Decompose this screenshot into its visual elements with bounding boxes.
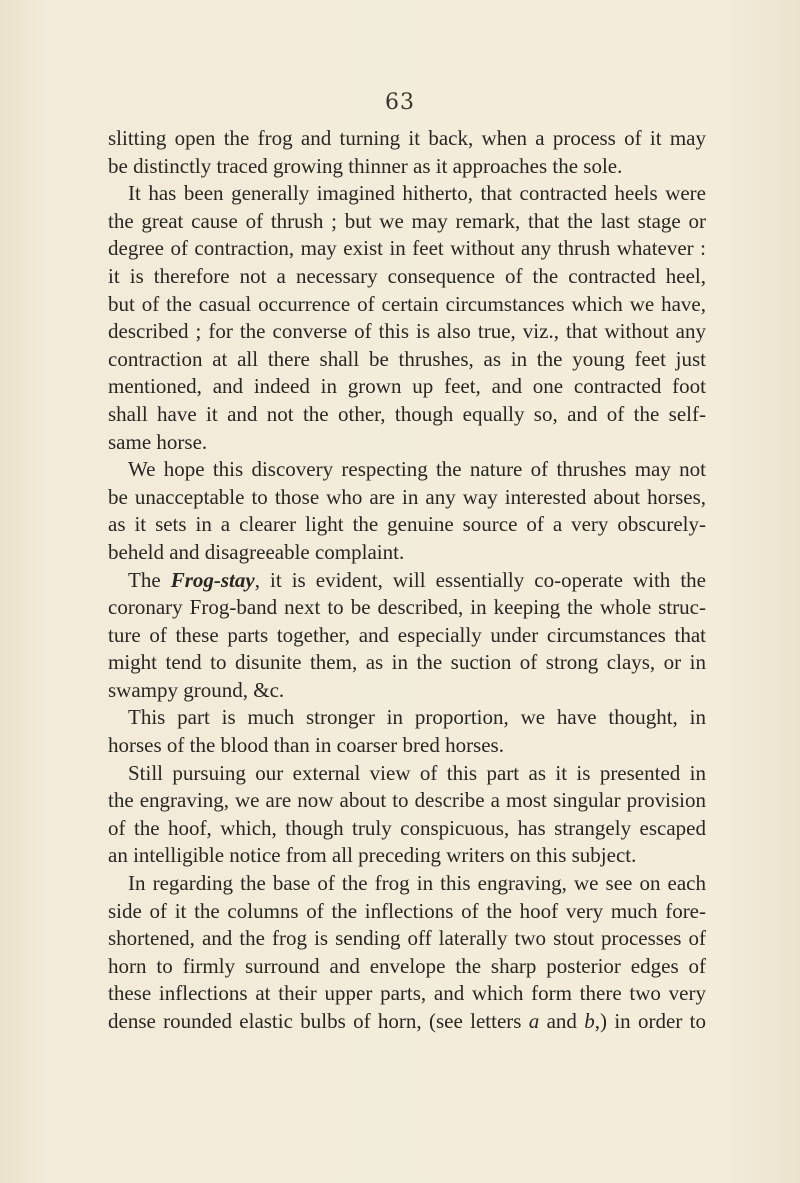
text-line: We hope this discovery respecting the nature of thrushes may not xyxy=(128,457,706,482)
text-line: In regarding the base of the frog in this engraving, we see on each xyxy=(128,871,706,896)
text-line: as it sets in a clearer light the genuine source of a very obscurely- xyxy=(108,512,706,537)
text-line: shortened, and the frog is sending off laterally two stout processes of xyxy=(108,926,706,951)
italic-term: Frog-stay xyxy=(170,567,255,592)
text-line: degree of contraction, may exist in feet without any thrush whatever : xyxy=(108,236,706,261)
text-line: side of it the columns of the inflections of the hoof very much fore- xyxy=(108,898,706,923)
body-text xyxy=(108,125,706,1036)
text-line: horn to firmly surround and envelope the sharp posterior edges of xyxy=(108,953,706,978)
text-line: be unacceptable to those who are in any way interested about horses, xyxy=(108,484,706,509)
text-line: but of the casual occurrence of certain circumstances which we have, xyxy=(108,291,706,316)
text-fragment: ,) in order to xyxy=(594,1009,706,1033)
text-line: it is therefore not a necessary consequence of the contracted heel, xyxy=(108,263,706,288)
text-fragment: dense rounded elastic bulbs of horn, (see letters xyxy=(108,1009,529,1033)
text-line: these inflections at their upper parts, and which form there two very xyxy=(108,981,706,1006)
text-fragment: The xyxy=(128,567,171,592)
text-line: be distinctly traced growing thinner as it approaches the sole. xyxy=(108,153,623,178)
text-fragment: and xyxy=(539,1009,585,1033)
text-line: horses of the blood than in coarser bred horses. xyxy=(108,733,504,758)
text-line: swampy ground, &c. xyxy=(108,677,285,702)
text-line: of the hoof, which, though truly conspicuous, has strangely escaped xyxy=(108,815,706,840)
figure-letter-b: b xyxy=(584,1009,595,1033)
text-line: an intelligible notice from all preceding writers on this subject. xyxy=(108,843,637,868)
text-line xyxy=(108,1008,706,1036)
page-number: 63 xyxy=(385,90,415,115)
figure-letter-a: a xyxy=(528,1009,540,1033)
text-line: It has been generally imagined hitherto, that contracted heels were xyxy=(128,181,706,206)
text-line: same horse. xyxy=(108,429,208,454)
text-line: slitting open the frog and turning it back, when a process of it may xyxy=(108,126,706,150)
text-line: the engraving, we are now about to describe a most singular provision xyxy=(108,788,706,813)
text-fragment: , it is evident, will essentially co-operate with the xyxy=(254,567,706,592)
text-line: Still pursuing our external view of this part as it is presented in xyxy=(128,760,706,785)
text-line: beheld and disagreeable complaint. xyxy=(108,539,405,564)
text-line: described ; for the converse of this is also true, viz., that without any xyxy=(108,319,706,344)
text-line: This part is much stronger in proportion, we have thought, in xyxy=(128,705,706,730)
text-line: shall have it and not the other, though equally so, and of the self- xyxy=(108,401,706,426)
text-line xyxy=(108,567,706,595)
text-line: contraction at all there shall be thrushes, as in the young feet just xyxy=(108,346,706,371)
text-line: might tend to disunite them, as in the suction of strong clays, or in xyxy=(108,650,706,675)
text-line: mentioned, and indeed in grown up feet, and one contracted foot xyxy=(108,374,706,399)
text-line: coronary Frog-band next to be described, in keeping the whole struc- xyxy=(108,595,706,620)
text-line: ture of these parts together, and especially under circumstances that xyxy=(108,622,706,647)
text-line: the great cause of thrush ; but we may remark, that the last stage or xyxy=(108,208,706,233)
